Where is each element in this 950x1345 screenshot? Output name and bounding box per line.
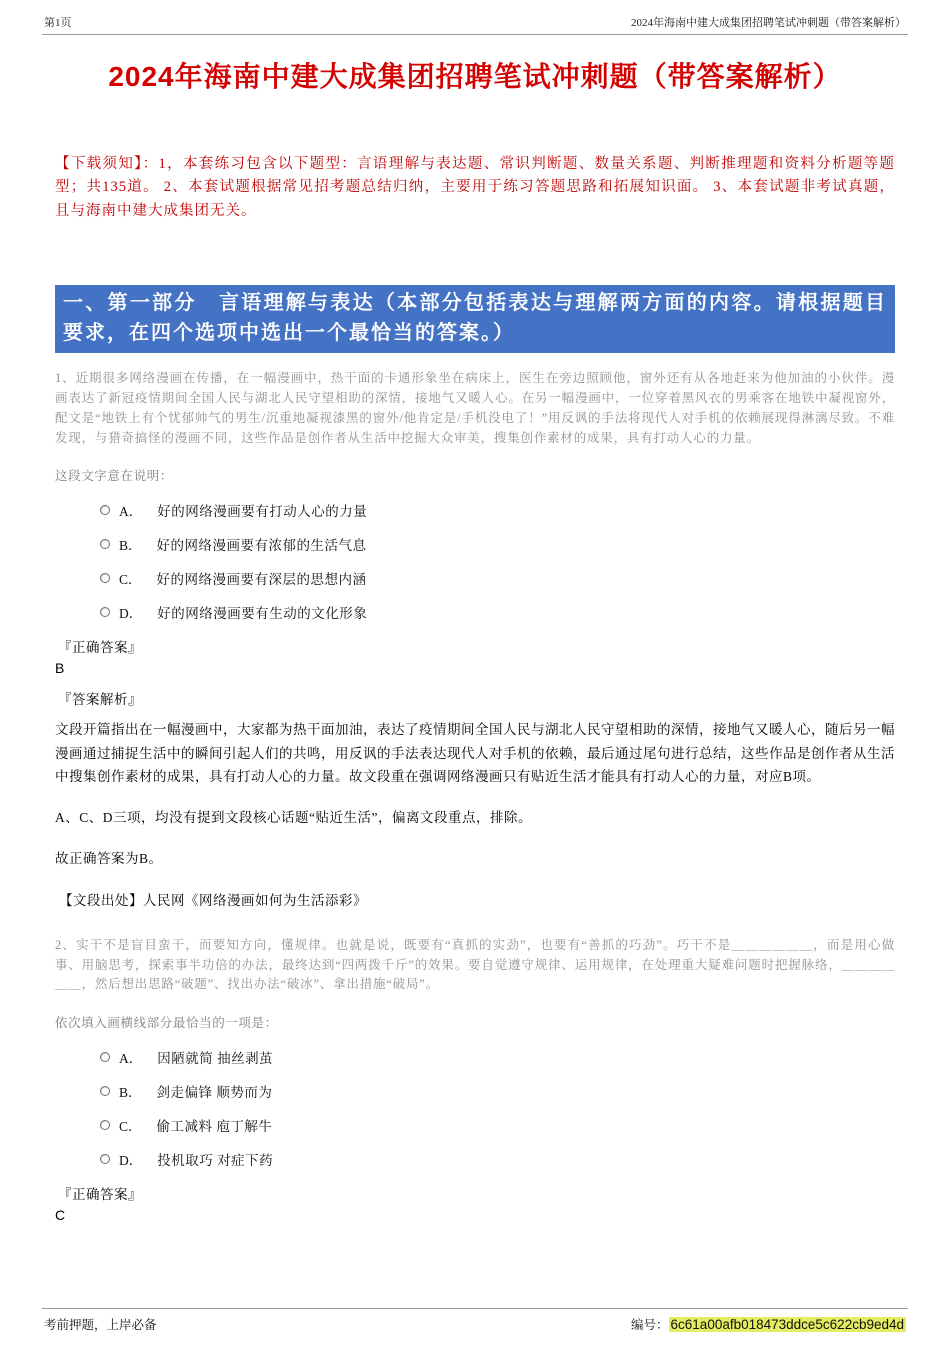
option-text: 好的网络漫画要有深层的思想内涵: [156, 572, 367, 588]
question-1: [55, 369, 895, 911]
option-label: D．: [119, 606, 143, 622]
option-text: 好的网络漫画要有打动人心的力量: [157, 504, 368, 520]
question-2: [55, 936, 895, 1223]
option-row-c[interactable]: [100, 1115, 895, 1135]
section-heading: 一、第一部分 言语理解与表达（本部分包括表达与理解两方面的内容。请根据题目要求，在四个选项中选出一个最恰当的答案。）: [55, 285, 895, 353]
analysis-conclusion: 故正确答案为B。: [55, 851, 163, 867]
footer-code-block: [631, 1315, 906, 1333]
footer-code: 6c61a00afb018473ddce5c622cb9ed4d: [670, 1316, 904, 1332]
option-row-a[interactable]: [100, 500, 895, 520]
page-header: [42, 0, 908, 35]
radio-icon[interactable]: [100, 505, 110, 515]
question-stem: 2、实干不是盲目蛮干，而要知方向，懂规律。也就是说，既要有“真抓的实劲”，也要有“善抓的巧劲”。巧干不是＿＿＿＿＿＿，而是用心做事、用脑思考，探索事半功倍的办法，最终达到“四两拨千斤”的效果。要自觉遵守规律、运用规律，在处理重大疑难问题时把握脉络，＿＿＿＿＿＿，然后想出思路“破题”、找出办法“破冰”、拿出措施“破局”。: [55, 937, 895, 992]
option-label: A．: [119, 504, 143, 520]
correct-answer-value: B: [55, 660, 65, 677]
option-text: 剑走偏锋 顺势而为: [156, 1085, 273, 1101]
option-row-b[interactable]: [100, 534, 895, 554]
option-row-d[interactable]: [100, 1149, 895, 1169]
question-prompt: 这段文字意在说明：: [55, 469, 173, 484]
correct-answer-label: 『正确答案』: [58, 1187, 142, 1203]
question-prompt: 依次填入画横线部分最恰当的一项是：: [55, 1016, 278, 1031]
option-text: 好的网络漫画要有浓郁的生活气息: [156, 538, 367, 554]
option-label: B．: [119, 1085, 142, 1101]
option-label: C．: [119, 1119, 142, 1135]
option-label: D．: [119, 1153, 143, 1169]
footer-slogan: 考前押题，上岸必备: [44, 1318, 157, 1332]
option-text: 偷工减料 庖丁解牛: [156, 1119, 273, 1135]
option-row-d[interactable]: [100, 602, 895, 622]
question-stem: 1、近期很多网络漫画在传播，在一幅漫画中，热干面的卡通形象坐在病床上，医生在旁边照顾他，窗外还有从各地赶来为他加油的小伙伴。漫画表达了新冠疫情期间全国人民与湖北人民守望相助的深情，接地气又暖人心。在另一幅漫画中，一位穿着黑风衣的男乘客在地铁中凝视窗外，配文是“地铁上有个忧郁帅气的男生/沉重地凝视漆黑的窗外/他肯定是/手机没电了！”用反讽的手法将现代人对手机的依赖展现得淋漓尽致。不难发现，与猎奇搞怪的漫画不同，这些作品是创作者从生活中挖掘大众审美，搜集创作素材的成果，具有打动人心的力量。: [55, 371, 895, 445]
analysis-label: 『答案解析』: [58, 692, 142, 708]
analysis-paragraph: 文段开篇指出在一幅漫画中，大家都为热干面加油，表达了疫情期间全国人民与湖北人民守望相助的深情，接地气又暖人心，随后另一幅漫画通过捕捉生活中的瞬间引起人们的共鸣，用反讽的手法表达现代人对手机的依赖，最后通过尾句进行总结，这些作品是创作者从生活中搜集创作素材的成果，具有打动人心的力量。故文段重在强调网络漫画只有贴近生活才能具有打动人心的力量，对应B项。: [55, 722, 895, 784]
radio-icon[interactable]: [100, 1052, 110, 1062]
footer-code-label: 编号：: [631, 1318, 669, 1332]
option-label: B．: [119, 538, 142, 554]
radio-icon[interactable]: [100, 539, 110, 549]
correct-answer-value: C: [55, 1207, 66, 1224]
options-list: [55, 1047, 895, 1169]
radio-icon[interactable]: [100, 1154, 110, 1164]
document-body: [55, 369, 895, 1223]
download-notice: 【下载须知】：1，本套练习包含以下题型：言语理解与表达题、常识判断题、数量关系题、判断推理题和资料分析题等题型；共135道。 2、本套试题根据常见招考题总结归纳，主要用于练习答题思路和拓展知识面。 3、本套试题非考试真题，且与海南中建大成集团无关。: [55, 156, 895, 219]
doc-title: 2024年海南中建大成集团招聘笔试冲刺题（带答案解析）: [108, 61, 842, 92]
page-number: 第1页: [44, 17, 72, 29]
option-label: C．: [119, 572, 142, 588]
option-text: 因陋就简 抽丝剥茧: [157, 1051, 274, 1067]
option-row-a[interactable]: [100, 1047, 895, 1067]
radio-icon[interactable]: [100, 573, 110, 583]
header-doc-title: 2024年海南中建大成集团招聘笔试冲刺题（带答案解析）: [631, 17, 906, 29]
analysis-paragraph: A、C、D三项，均没有提到文段核心话题“贴近生活”，偏离文段重点，排除。: [55, 810, 532, 826]
option-row-b[interactable]: [100, 1081, 895, 1101]
option-label: A．: [119, 1051, 143, 1067]
options-list: [55, 500, 895, 622]
page-footer: [42, 1308, 908, 1333]
option-text: 投机取巧 对症下药: [157, 1153, 274, 1169]
option-row-c[interactable]: [100, 568, 895, 588]
option-text: 好的网络漫画要有生动的文化形象: [157, 606, 368, 622]
radio-icon[interactable]: [100, 1086, 110, 1096]
radio-icon[interactable]: [100, 607, 110, 617]
correct-answer-label: 『正确答案』: [58, 640, 142, 656]
source-line: 【文段出处】人民网《网络漫画如何为生活添彩》: [59, 892, 367, 908]
radio-icon[interactable]: [100, 1120, 110, 1130]
